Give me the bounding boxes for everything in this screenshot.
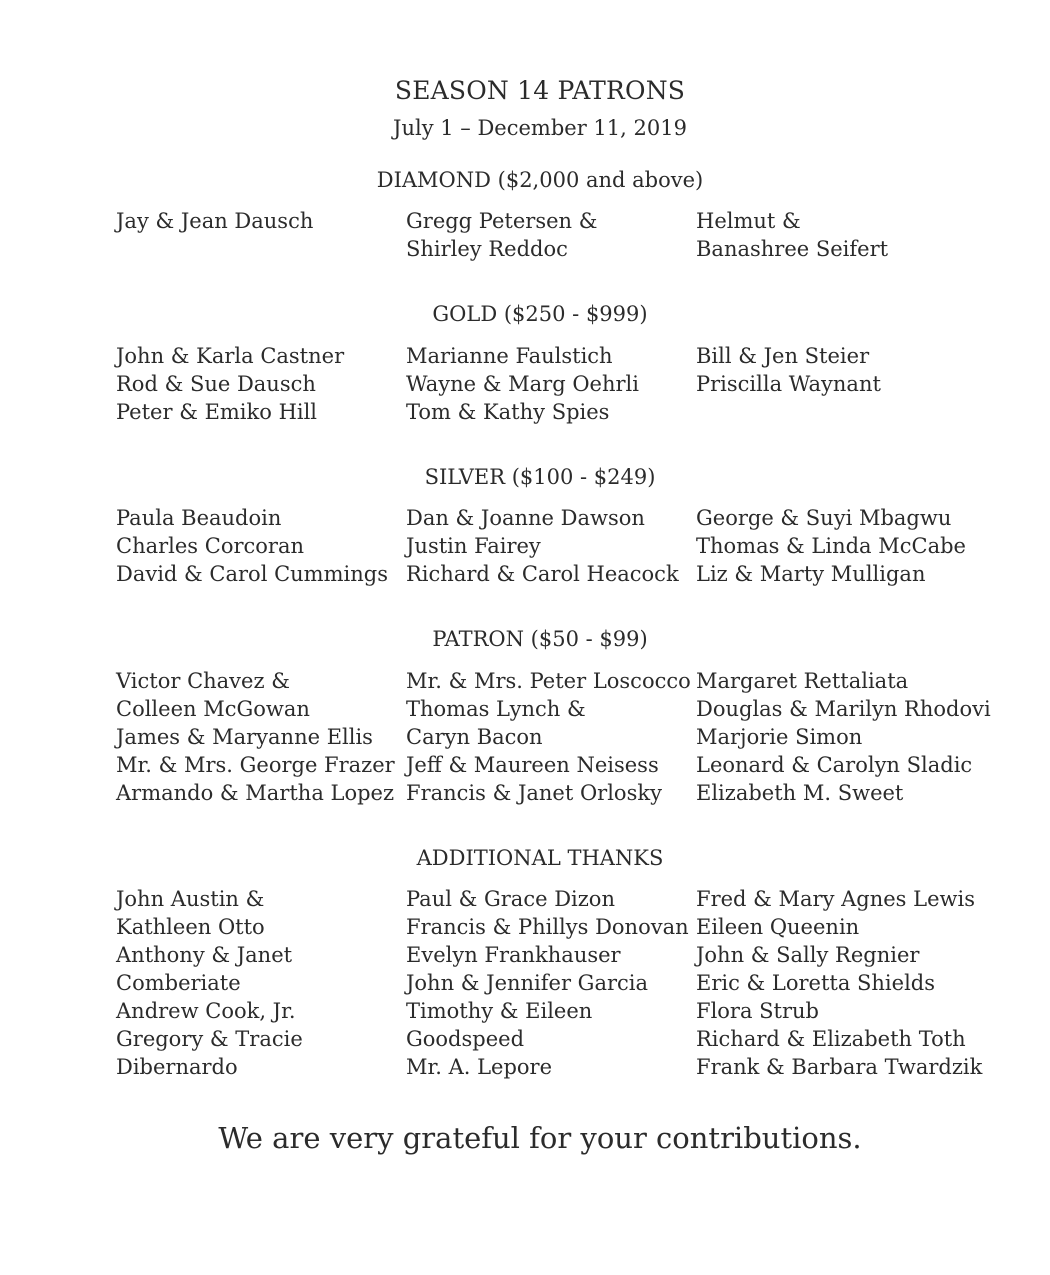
list-item: Marjorie Simon	[696, 725, 863, 749]
additional-thanks-heading: ADDITIONAL THANKS	[416, 846, 664, 870]
gold-col-1	[116, 342, 344, 426]
gold-col-2	[406, 342, 639, 426]
list-item: Banashree Seifert	[696, 237, 889, 261]
list-item: Kathleen Otto	[116, 915, 265, 939]
silver-heading: SILVER ($100 - $249)	[424, 465, 656, 489]
list-item: Paula Beaudoin	[116, 506, 282, 530]
list-item: Jay & Jean Dausch	[116, 209, 314, 233]
list-item: Wayne & Marg Oehrli	[406, 372, 639, 396]
list-item: Frank & Barbara Twardzik	[696, 1055, 983, 1079]
list-item: Mr. & Mrs. Peter Loscocco	[406, 669, 691, 693]
list-item: Peter & Emiko Hill	[116, 400, 318, 424]
gold-col-3	[696, 342, 881, 398]
list-item: Victor Chavez &	[116, 669, 290, 693]
patron-col-1	[116, 667, 395, 807]
list-item: Mr. & Mrs. George Frazer	[116, 753, 395, 777]
list-item: Andrew Cook, Jr.	[116, 999, 296, 1023]
list-item: Jeff & Maureen Neisess	[406, 753, 659, 777]
list-item: David & Carol Cummings	[116, 562, 388, 586]
date-range: July 1 – December 11, 2019	[393, 116, 687, 140]
list-item: Francis & Phillys Donovan	[406, 915, 689, 939]
patron-col-3	[696, 667, 991, 807]
list-item: Tom & Kathy Spies	[406, 400, 610, 424]
additional-col-3	[696, 885, 982, 1081]
list-item: Bill & Jen Steier	[696, 344, 870, 368]
list-item: Francis & Janet Orlosky	[406, 781, 662, 805]
list-item: Timothy & Eileen	[406, 999, 593, 1023]
silver-col-3	[696, 504, 966, 588]
list-item: Eric & Loretta Shields	[696, 971, 936, 995]
list-item: Caryn Bacon	[406, 725, 543, 749]
list-item: Goodspeed	[406, 1027, 525, 1051]
patron-heading: PATRON ($50 - $99)	[432, 627, 648, 651]
silver-col-1	[116, 504, 388, 588]
list-item: Thomas Lynch &	[406, 697, 586, 721]
list-item: John & Karla Castner	[116, 344, 345, 368]
list-item: Gregg Petersen &	[406, 209, 598, 233]
additional-col-2	[406, 885, 689, 1081]
list-item: Anthony & Janet	[116, 943, 293, 967]
list-item: George & Suyi Mbagwu	[696, 506, 952, 530]
diamond-heading: DIAMOND ($2,000 and above)	[376, 168, 704, 192]
silver-col-2	[406, 504, 679, 588]
list-item: Fred & Mary Agnes Lewis	[696, 887, 975, 911]
list-item: Margaret Rettaliata	[696, 669, 909, 693]
list-item: James & Maryanne Ellis	[116, 725, 373, 749]
diamond-col-2	[406, 207, 597, 263]
list-item: John & Sally Regnier	[696, 943, 920, 967]
list-item: Flora Strub	[696, 999, 819, 1023]
list-item: Marianne Faulstich	[406, 344, 613, 368]
list-item: Colleen McGowan	[116, 697, 310, 721]
list-item: Rod & Sue Dausch	[116, 372, 316, 396]
list-item: Dibernardo	[116, 1055, 238, 1079]
list-item: Priscilla Waynant	[696, 372, 881, 396]
diamond-col-1	[116, 207, 313, 235]
list-item: Douglas & Marilyn Rhodovi	[696, 697, 991, 721]
list-item: Paul & Grace Dizon	[406, 887, 615, 911]
list-item: Helmut &	[696, 209, 801, 233]
list-item: Richard & Carol Heacock	[406, 562, 679, 586]
list-item: John Austin &	[116, 887, 265, 911]
list-item: Richard & Elizabeth Toth	[696, 1027, 966, 1051]
list-item: Mr. A. Lepore	[406, 1055, 553, 1079]
patron-col-2	[406, 667, 691, 807]
list-item: Leonard & Carolyn Sladic	[696, 753, 973, 777]
additional-col-1	[116, 885, 303, 1081]
list-item: Gregory & Tracie	[116, 1027, 303, 1051]
gold-heading: GOLD ($250 - $999)	[432, 302, 648, 326]
list-item: Evelyn Frankhauser	[406, 943, 621, 967]
list-item: Elizabeth M. Sweet	[696, 781, 904, 805]
list-item: Armando & Martha Lopez	[116, 781, 395, 805]
list-item: Comberiate	[116, 971, 241, 995]
list-item: Shirley Reddoc	[406, 237, 568, 261]
diamond-col-3	[696, 207, 888, 263]
list-item: John & Jennifer Garcia	[406, 971, 649, 995]
list-item: Liz & Marty Mulligan	[696, 562, 926, 586]
page-title: SEASON 14 PATRONS	[394, 76, 686, 105]
list-item: Eileen Queenin	[696, 915, 860, 939]
list-item: Charles Corcoran	[116, 534, 304, 558]
closing-message: We are very grateful for your contributions.	[218, 1121, 862, 1155]
list-item: Dan & Joanne Dawson	[406, 506, 645, 530]
list-item: Justin Fairey	[406, 534, 541, 558]
list-item: Thomas & Linda McCabe	[696, 534, 966, 558]
